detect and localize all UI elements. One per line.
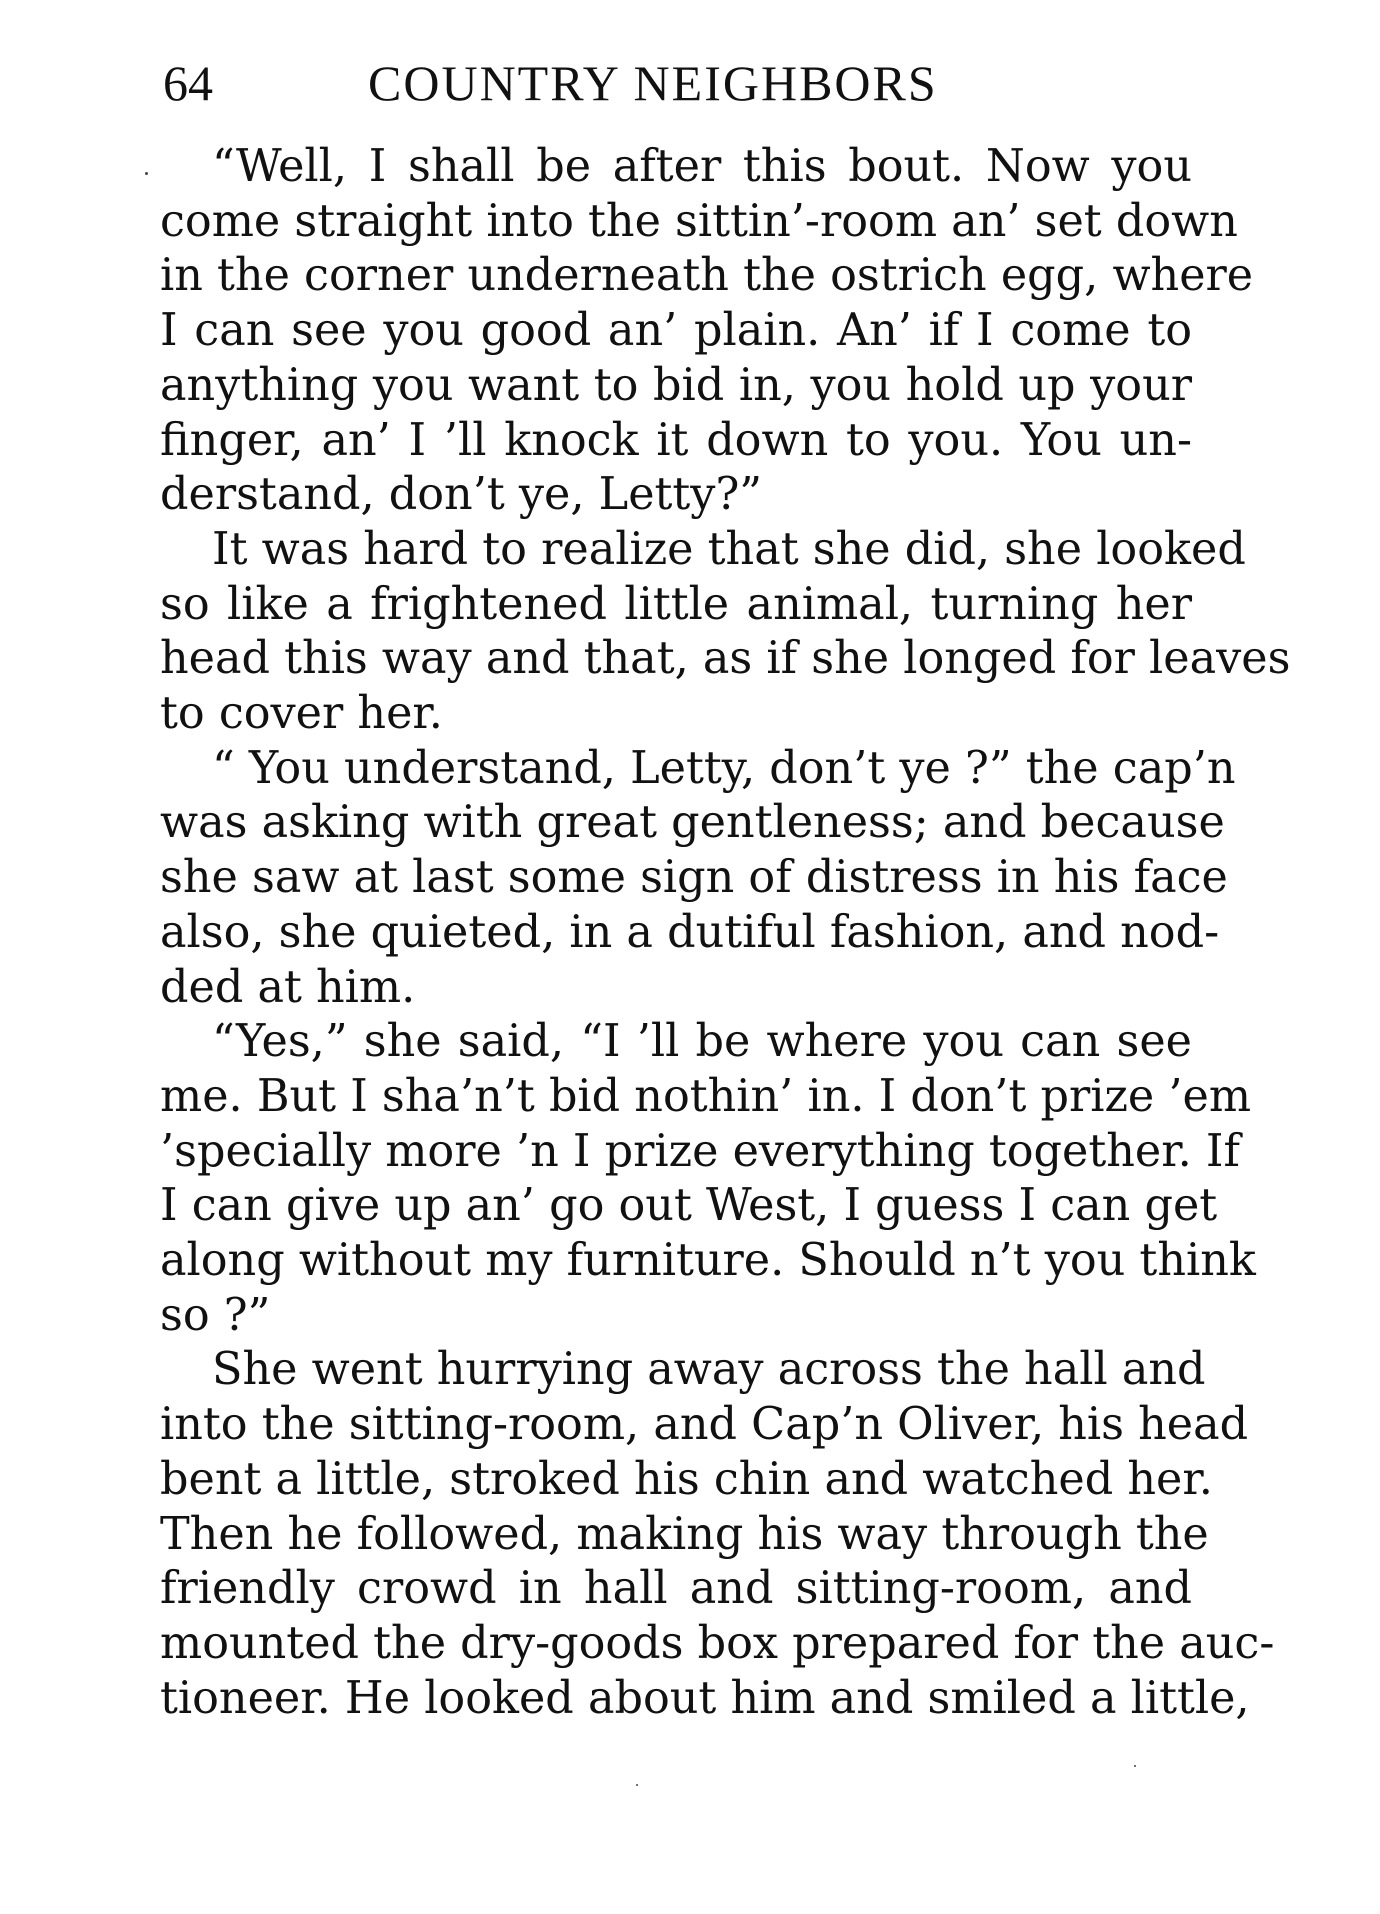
scan-speck <box>636 1784 638 1786</box>
text-line: along without my furniture. Should n’t you think <box>160 1235 1256 1287</box>
text-line: tioneer. He looked about him and smiled a little, <box>160 1672 1250 1724</box>
text-line: ’specially more ’n I prize everything together. If <box>160 1125 1240 1177</box>
running-title: COUNTRY NEIGHBORS <box>368 55 938 111</box>
text-line: also, she quieted, in a dutiful fashion, and nod- <box>160 906 1220 958</box>
paragraph-3 <box>160 742 1236 1016</box>
paragraph-2 <box>160 523 1291 742</box>
text-line: to cover her. <box>160 688 443 740</box>
text-line: so like a frightened little animal, turning her <box>160 578 1192 630</box>
text-line: she saw at last some sign of distress in his face <box>160 852 1228 904</box>
text-line: anything you want to bid in, you hold up your <box>160 359 1192 411</box>
text-line: She went hurrying away across the hall and <box>212 1344 1206 1396</box>
text-line: come straight into the sittin’-room an’ set down <box>160 195 1238 247</box>
text-line: I can see you good an’ plain. An’ if I come to <box>160 305 1192 357</box>
text-line: Then he followed, making his way through the <box>160 1508 1209 1560</box>
text-line: friendly crowd in hall and sitting-room, and <box>160 1563 1192 1615</box>
text-line: derstand, don’t ye, Letty?” <box>160 469 763 521</box>
body-text <box>160 140 1291 1726</box>
text-line: “Yes,” she said, “I ’ll be where you can see <box>212 1016 1192 1068</box>
text-line: ded at him. <box>160 961 416 1013</box>
text-line: “Well, I shall be after this bout. Now you <box>212 141 1192 192</box>
running-head <box>163 52 1193 114</box>
text-line: It was hard to realize that she did, she looked <box>212 523 1246 575</box>
paragraph-5 <box>160 1343 1275 1726</box>
page-number: 64 <box>163 55 213 111</box>
text-line: mounted the dry-goods box prepared for the auc- <box>160 1617 1275 1669</box>
paragraph-1 <box>160 140 1254 523</box>
text-line: so ?” <box>160 1289 271 1341</box>
text-line: head this way and that, as if she longed for leaves <box>160 633 1291 685</box>
text-line: I can give up an’ go out West, I guess I can get <box>160 1180 1218 1232</box>
text-line: finger, an’ I ’ll knock it down to you. You un- <box>160 414 1192 466</box>
text-line: me. But I sha’n’t bid nothin’ in. I don’t prize ’em <box>160 1070 1252 1122</box>
text-line: into the sitting-room, and Cap’n Oliver, his head <box>160 1399 1249 1451</box>
scan-speck <box>145 172 148 175</box>
text-line: “ You understand, Letty, don’t ye ?” the cap’n <box>212 742 1236 794</box>
text-line: bent a little, stroked his chin and watched her. <box>160 1453 1213 1505</box>
text-line: in the corner underneath the ostrich egg, where <box>160 250 1254 302</box>
text-line: was asking with great gentleness; and because <box>160 797 1225 849</box>
paragraph-4 <box>160 1015 1256 1343</box>
scan-speck <box>1134 1765 1136 1767</box>
